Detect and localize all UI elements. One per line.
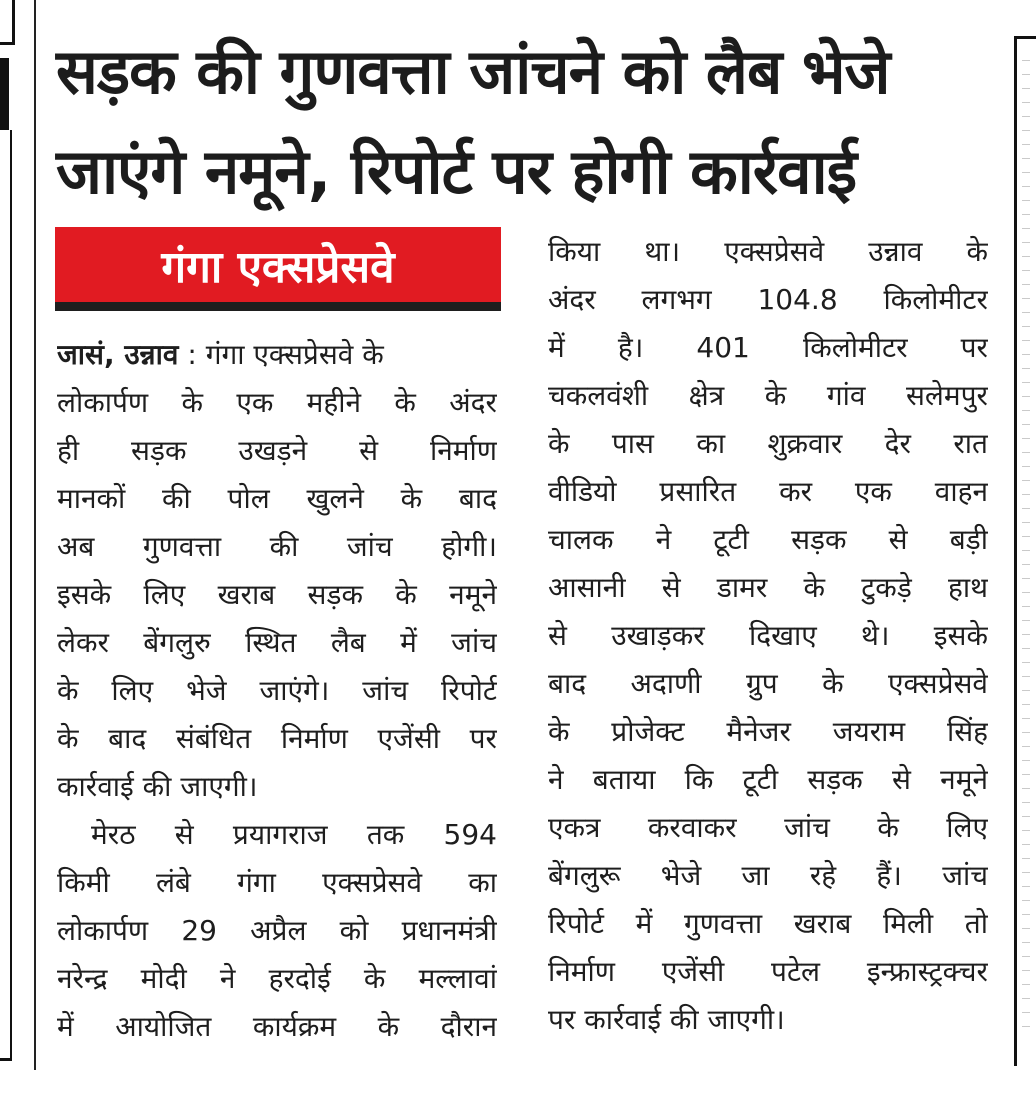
body-line: लेकर बेंगलुरु स्थित लैब में जांच (57, 626, 497, 659)
body-line: आसानी से डामर के टुकड़े हाथ (548, 571, 988, 604)
body-line: चालक ने टूटी सड़क से बड़ी (548, 523, 988, 556)
body-line: एकत्र करवाकर जांच के लिए (548, 811, 988, 844)
body-line: निर्माण एजेंसी पटेल इन्फ्रास्ट्रक्चर (548, 955, 988, 988)
column-divider-right (1014, 36, 1017, 1066)
body-line: गंगा एक्सप्रेसवे के (205, 338, 384, 371)
body-line: वीडियो प्रसारित कर एक वाहन (548, 475, 988, 508)
body-line: लोकार्पण के एक महीने के अंदर (57, 386, 497, 419)
body-line: मानकों की पोल खुलने के बाद (57, 482, 497, 515)
headline (56, 22, 1006, 222)
adjacent-column-bleed (1022, 60, 1030, 1040)
body-line: बाद अदाणी ग्रुप के एक्सप्रेसवे (548, 667, 988, 700)
body-line: के पास का शुक्रवार देर रात (548, 427, 988, 460)
dateline: जासं, उन्नाव (57, 338, 179, 371)
body-line: ही सड़क उखड़ने से निर्माण (57, 434, 497, 467)
headline-line-1: सड़क की गुणवत्ता जांचने को लैब भेजे (56, 35, 890, 108)
section-kicker-banner (55, 227, 501, 311)
body-line: के प्रोजेक्ट मैनेजर जयराम सिंह (548, 715, 988, 748)
body-line: के बाद संबंधित निर्माण एजेंसी पर (57, 722, 497, 755)
body-line: अब गुणवत्ता की जांच होगी। (57, 530, 497, 563)
body-line: चकलवंशी क्षेत्र के गांव सलेमपुर (548, 379, 988, 412)
dateline-row (57, 331, 497, 379)
body-line: से उखाड़कर दिखाए थे। इसके (548, 619, 988, 652)
body-line: इसके लिए खराब सड़क के नमूने (57, 578, 497, 611)
adjacent-column-rule (10, 130, 12, 1060)
body-line: नरेन्द्र मोदी ने हरदोई के मल्लावां (57, 962, 497, 995)
body-line: पर कार्रवाई की जाएगी। (548, 1003, 785, 1036)
adjacent-column-foot (0, 1058, 12, 1061)
adjacent-column-border (0, 0, 15, 45)
dateline-separator: : (187, 338, 197, 371)
headline-line-2: जाएंगे नमूने, रिपोर्ट पर होगी कार्रवाई (56, 135, 857, 208)
body-line: के लिए भेजे जाएंगे। जांच रिपोर्ट (57, 674, 497, 707)
body-line: किमी लंबे गंगा एक्सप्रेसवे का (57, 866, 497, 899)
adjacent-column-bar (0, 58, 9, 130)
body-line: किया था। एक्सप्रेसवे उन्नाव के (548, 235, 988, 268)
column-divider-left (34, 0, 36, 1070)
body-line: में आयोजित कार्यक्रम के दौरान (57, 1010, 497, 1043)
body-line: अंदर लगभग 104.8 किलोमीटर (548, 283, 988, 316)
body-line: बेंगलुरू भेजे जा रहे हैं। जांच (548, 859, 988, 892)
article-column-2 (548, 228, 988, 1044)
body-line: ने बताया कि टूटी सड़क से नमूने (548, 763, 988, 796)
body-line: कार्रवाई की जाएगी। (57, 770, 258, 803)
column-divider-right-tick (1014, 36, 1036, 39)
section-kicker-label: गंगा एक्सप्रेसवे (161, 241, 395, 293)
article-column-1 (57, 331, 497, 1051)
body-line: लोकार्पण 29 अप्रैल को प्रधानमंत्री (57, 914, 497, 947)
body-line: में है। 401 किलोमीटर पर (548, 331, 988, 364)
body-line: रिपोर्ट में गुणवत्ता खराब मिली तो (548, 907, 988, 940)
body-line: मेरठ से प्रयागराज तक 594 (91, 818, 497, 851)
